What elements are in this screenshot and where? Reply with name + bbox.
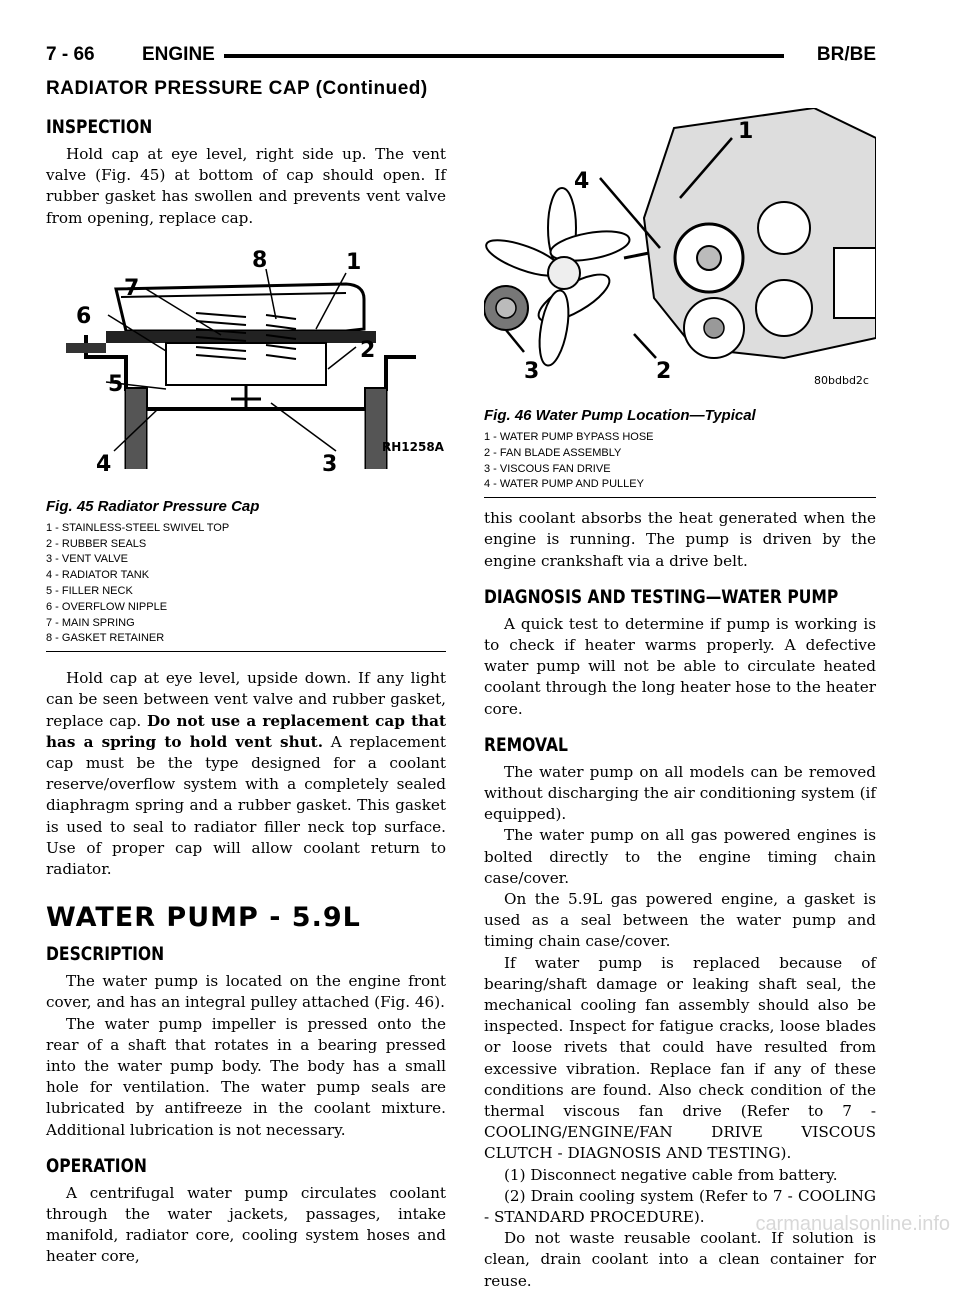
legend-item: 5 - FILLER NECK — [46, 585, 133, 597]
right-column — [484, 108, 876, 1292]
fig45-callout-2: 2 — [360, 337, 376, 363]
fig46-callout-4: 4 — [574, 169, 590, 194]
legend-item: 3 - VENT VALVE — [46, 553, 128, 566]
section-title: ENGINE — [142, 44, 215, 65]
legend-item: 8 - GASKET RETAINER — [46, 632, 165, 645]
fig46-legend — [484, 430, 876, 493]
inspection-heading: INSPECTION — [46, 116, 153, 138]
figure-45 — [46, 239, 446, 652]
removal-paragraph-1: The water pump on all models can be removed without discharging the air conditioning system (if equipped). — [484, 762, 876, 824]
p2-start: Hold cap at eye level, upside down. If any light can be seen between vent valve and rubber gasket, replace cap. — [46, 669, 446, 730]
legend-item: 6 - OVERFLOW NIPPLE — [46, 600, 168, 613]
model-code: BR/BE — [816, 44, 876, 65]
fig45-callout-6: 6 — [76, 303, 92, 329]
removal-step-2: (2) Drain cooling system (Refer to 7 - COOLING - STANDARD PROCEDURE). — [484, 1186, 876, 1227]
header-rule — [224, 54, 784, 58]
legend-item: 1 - STAINLESS-STEEL SWIVEL TOP — [46, 521, 230, 534]
fig45-callout-8: 8 — [252, 247, 268, 273]
legend-item: 2 - RUBBER SEALS — [46, 537, 147, 550]
operation-paragraph-continued: this coolant absorbs the heat generated when the engine is running. The pump is driven by the engine crankshaft via a drive belt. — [484, 509, 876, 570]
operation-heading: OPERATION — [46, 1154, 147, 1177]
diagnosis-paragraph: A quick test to determine if pump is working is to check if heater warms properly. A defective water pump will not be able to circulate heated coolant through the long heater hose to the heater core. — [484, 614, 876, 718]
fig45-callout-3: 3 — [322, 451, 338, 477]
fig45-rule — [46, 651, 446, 652]
legend-item: 4 - RADIATOR TANK — [46, 569, 150, 582]
fig45-caption: Fig. 45 Radiator Pressure Cap — [46, 497, 260, 515]
water-pump-illustration — [484, 108, 876, 398]
continued-heading: RADIATOR PRESSURE CAP (Continued) — [46, 78, 428, 99]
removal-paragraph-2: The water pump on all gas powered engines is bolted directly to the engine timing chain case/cover. — [484, 826, 876, 887]
legend-item: 2 - FAN BLADE ASSEMBLY — [484, 446, 622, 459]
inspection-paragraph-2 — [46, 668, 446, 880]
fig45-legend — [46, 521, 446, 647]
diagnosis-heading: DIAGNOSIS AND TESTING—WATER PUMP — [484, 585, 839, 608]
fig45-callout-5: 5 — [108, 371, 124, 397]
fig46-caption: Fig. 46 Water Pump Location—Typical — [484, 407, 756, 424]
description-heading: DESCRIPTION — [46, 943, 165, 966]
watermark: carmanualsonline.info — [755, 1213, 950, 1235]
fig45-callout-4: 4 — [96, 451, 112, 477]
fig46-callout-3: 3 — [524, 359, 540, 384]
operation-paragraph: A centrifugal water pump circulates coolant through the water jackets, passages, intake manifold, radiator core, cooling system hoses and heater core, — [46, 1183, 446, 1266]
removal-step-1: (1) Disconnect negative cable from battery. — [504, 1165, 838, 1184]
removal-paragraph-7: Do not waste reusable coolant. If solution is clean, drain coolant into a clean container for reuse. — [484, 1229, 876, 1290]
fig45-code: RH1258A — [382, 439, 444, 454]
fig45-callout-1: 1 — [346, 249, 362, 275]
left-column — [46, 108, 446, 1268]
figure-46 — [484, 108, 876, 498]
fig46-callout-1: 1 — [738, 119, 754, 144]
inspection-paragraph-1: Hold cap at eye level, right side up. The vent valve (Fig. 45) at bottom of cap should open. If rubber gasket has swollen and prevents vent valve from opening, replace cap. — [46, 145, 446, 227]
legend-item: 1 - WATER PUMP BYPASS HOSE — [484, 431, 654, 443]
legend-item: 4 - WATER PUMP AND PULLEY — [484, 478, 644, 491]
radiator-cap-illustration — [46, 239, 446, 489]
description-paragraph-2: The water pump impeller is pressed onto the rear of a shaft that rotates in a bearing pressed into the water pump body. The body has a small hole for ventilation. The water pump seals are lubricated by antifreeze in the coolant mixture. Additional lubrication is not necessary. — [46, 1014, 446, 1139]
page-header — [46, 44, 876, 74]
legend-item: 3 - VISCOUS FAN DRIVE — [484, 462, 611, 475]
p2-end: A replacement cap must be the type designed for a coolant reserve/overflow system with a completely sealed diaphragm spring and a rubber gasket. This gasket is used to seal to radiator filler neck top surface. Use of proper cap will allow coolant return to radiator. — [46, 732, 446, 879]
p2-warning: Do not use a replacement cap that has a spring to hold vent shut. — [46, 711, 446, 751]
removal-heading: REMOVAL — [484, 733, 568, 756]
legend-item: 7 - MAIN SPRING — [46, 616, 135, 629]
removal-paragraph-4: If water pump is replaced because of bearing/shaft damage or leaking shaft seal, the mechanical cooling fan assembly should also be inspected. Inspect for fatigue cracks, loose blades or loose rivets that could have resulted from excessive vibration. Replace fan if any of these conditions are found. Also check condition of the thermal viscous fan drive (Refer to 7 - COOLING/ENGINE/FAN DRIVE VISCOUS CLUTCH - DIAGNOSIS AND TESTING). — [484, 953, 876, 1163]
fig46-code: 80bdbd2c — [814, 374, 869, 387]
removal-paragraph-3: On the 5.9L gas powered engine, a gasket is used as a seal between the water pump and timing chain case/cover. — [484, 890, 876, 951]
water-pump-title: WATER PUMP - 5.9L — [46, 902, 361, 934]
description-paragraph-1: The water pump is located on the engine front cover, and has an integral pulley attached (Fig. 46). — [46, 972, 446, 1012]
page-number: 7 - 66 — [46, 44, 95, 65]
fig46-callout-2: 2 — [656, 359, 672, 384]
fig46-rule — [484, 497, 876, 498]
fig45-callout-7: 7 — [124, 275, 140, 301]
